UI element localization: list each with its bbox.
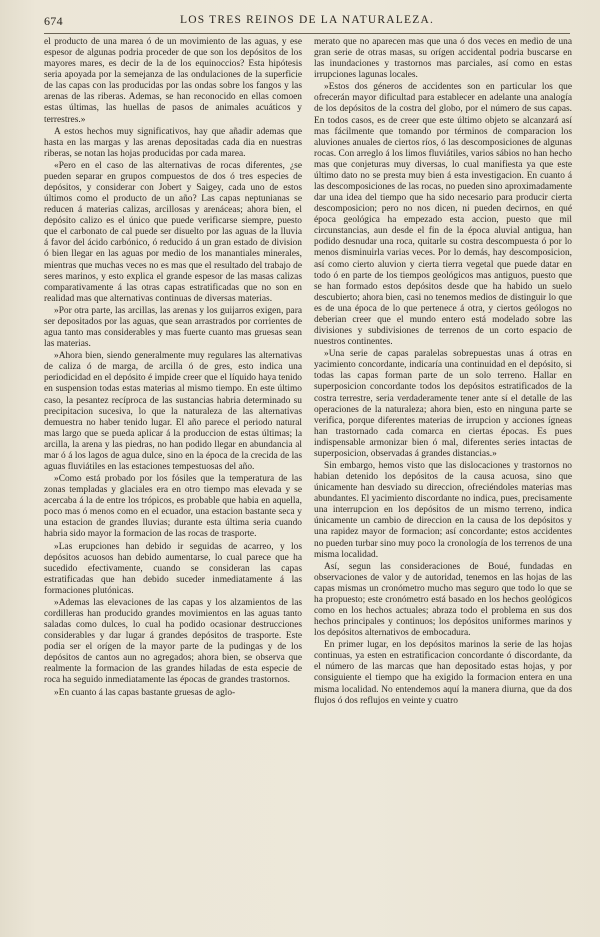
left-column xyxy=(44,37,302,923)
paragraph: »Por otra parte, las arcillas, las arenas y los guijarros exigen, para ser depositados por las aguas, que sean arrastrados por corrientes de agua tanto mas considerables y mas fuerte cuanto mas gruesas sean las materias. xyxy=(44,305,302,350)
paragraph: »En cuanto á las capas bastante gruesas de aglo- xyxy=(54,687,236,698)
text-columns xyxy=(44,37,572,923)
running-title: LOS TRES REINOS DE LA NATURALEZA. xyxy=(179,14,435,26)
paragraph: »Estos dos géneros de accidentes son en particular los que ofrecerán mayor dificultad para establecer en adelante una analogía de los depósitos de la costra del globo, por el número de sus capas. En todos casos, es de creer que este último objeto se alcanzará así mas fácilmente que tomando por términos de comparacion los aluviones anuales de ciertos ríos, ó las descomposiciones de algunas rocas. Con arreglo á los limos fluviátiles, varios sábios no han hecho mas que conjeturas muy diversas, lo cual manifiesta ya que este último dato no se presta muy bien á esta investigacion. En cuanto á las descomposiciones de las rocas, no pueden sino aproximadamente dar una idea del tiempo que ha sido necesario para producir cierta descomposicion; pero no nos dicen, ni pueden decirnos, en qué época geológica ha empezado esta accion, puesto que mil circunstancias, aun desde el fin de la época aluvial antigua, han podido desnudar una roca, quitarle su costra descompuesta ó por lo menos disminuirla varias veces. Por lo demás, hay descomposicion, así como cierto aluvion y cierta tierra vegetal que puede datar en todo ó en parte de los tiempos geológicos mas antiguos, puesto que se han formado estos depósitos desde que ha habido un suelo descubierto; ahora bien, casi no tenemos medios de distinguir lo que es de una época de lo que pertenece á otra, y ciertos geólogos no deberian creer que el mundo entero está modelado sobre las divisiones y subdivisiones de terrenos de un corto espacio de nuestros continentes. xyxy=(314,82,572,348)
paragraph: »Una serie de capas paralelas sobrepuestas unas á otras en yacimiento concordante, indicaría una continuidad en el depósito, si todas las capas forman parte de un solo terreno. Hallar en superposicion concordante todos los depósitos estratificados de la costra terrestre, seria verdaderamente tener ante sí el detalle de las operaciones de la naturaleza; ahora bien, esto en ninguna parte se verifica, porque diferentes materias de irrupcion y acciones ígneas han trastornado cada comarca en ciertas épocas. Es pues indispensable armonizar bien ó mal, diferentes series intactas de superposicion, observadas á grandes distancias.» xyxy=(314,349,572,459)
paragraph: »Las erupciones han debido ir seguidas de acarreo, y los depósitos acuosos han debido aumentarse, lo cual parece que ha sucedido efectivamente, cuando se consideran las capas estratificadas que han debido suceder inmediatamente á las formaciones plutónicas. xyxy=(44,541,302,596)
paragraph: »Ahora bien, siendo generalmente muy regulares las alternativas de caliza ó de marga, de arcilla ó de gres, esto indica una periodicidad en el depósito é impide creer que el líquido haya tenido en suspension todas estas materias al mismo tiempo. En este último caso, la pesantez recíproca de las sustancias habria determinado su precipitacion sucesiva, lo que la naturaleza de las alternativas demuestra no haber tenido lugar. El año parece el periodo natural mas largo que se pueda aplicar á la produccion de estas últimas; la arcilla, la arena y las piedras, no han podido llegar en abundancia al mar ó á los lagos de agua dulce, sino en la época de la crecida de las aguas fluviátiles en las estaciones tempestuosas del año. xyxy=(44,351,302,472)
right-column xyxy=(314,37,572,923)
paragraph: »Ademas las elevaciones de las capas y los alzamientos de las cordilleras han producido grandes movimientos en las aguas tanto saladas como dulces, lo cual ha podido ocasionar destrucciones considerables y dar lugar á grandes depósitos de trasporte. Este podia ser el orígen de la mayor parte de la pudingas y de los depósitos de cantos aun no agregados; ahora bien, se observa que realmente la formacion de las grandes hiladas de esta especie de roca ha seguido inmediatamente las épocas de grandes trastornos. xyxy=(44,597,302,686)
paragraph: Así, segun las consideraciones de Boué, fundadas en observaciones de valor y de autoridad, tenemos en las hojas de las capas mismas un cronómetro mucho mas seguro que todo lo que se ha propuesto; este cronómetro está basado en los hechos geológicos como en los hechos actuales; abraza todo el problema en sus dos hechos principales y continuos; los depósitos uniformes marinos y los depósitos alternativos de embocadura. xyxy=(314,561,572,639)
page-header xyxy=(44,14,570,32)
paragraph: En primer lugar, en los depósitos marinos la serie de las hojas continuas, ya esten en estratificacion concordante ó discordante, da el número de las marcas que han depositado estas hojas, y por consiguiente el tiempo que ha exigido la formacion entera en una misma localidad. No entendemos aquí la manera diurna, que da dos flujos ó dos reflujos en veinte y cuatro xyxy=(314,640,572,706)
paragraph: «Pero en el caso de las alternativas de rocas diferentes, ¿se pueden separar en grupos compuestos de dos ó tres especies de depósitos, y considerar con Jobert y Saigey, cada uno de estos últimos como el producto de un año? Las capas neptunianas se reducen á materias calizas, arcillosas y arenáceas; ahora bien, el depósito calizo es el único que puede verificarse siempre, puesto que el carbonato de cal puede ser disuelto por las aguas de la lluvia á favor del ácido carbónico, ó reducido á un gran estado de division ó bien llegar en las aguas por medio de los manantiales minerales, mientras que muchas veces no es mas que el resultado del trabajo de seres marinos, y esto explica el grande espesor de las masas calizas comparativamente á las otras capas estratificadas que no son en realidad mas que alternativas continuas de diversas materias. xyxy=(44,160,302,304)
paragraph: merato que no aparecen mas que una ó dos veces en medio de una gran serie de otras masas, su orígen accidental podria buscarse en las inundaciones y trastornos mas parciales, así como en estas irrupciones lagunas locales. xyxy=(314,37,572,81)
paragraph: Sin embargo, hemos visto que las dislocaciones y trastornos no habian detenido los depósitos de la causa acuosa, sino que únicamente han desviado su direccion, ofreciéndoles materias mas abundantes. El yacimiento discordante no indica, pues, precisamente una interrupcion en los depósitos de un mismo terreno, indica únicamente un cambio de direccion en la causa de los depósitos y una rapidez mayor de formacion; así concordante; estos accidentes no pueden turbar sino muy poco la cronología de los terrenos de una misma localidad. xyxy=(314,460,572,560)
paragraph: A estos hechos muy significativos, hay que añadir ademas que hasta en las margas y las arenas depositadas cada dia en nuestras riberas, se notan las hojas producidas por cada marea. xyxy=(44,126,302,159)
paragraph: »Como está probado por los fósiles que la temperatura de las zonas templadas y glaciales era en otro tiempo mas elevada y se acercaba á la de entre los trópicos, es probable que habia en aquella, poco mas ó menos como en el ecuador, una estacion bastante seca y una estacion de grandes lluvias; durante esta última seria cuando habria sido mayor la formacion de las rocas de trasporte. xyxy=(44,474,302,540)
page-number: 674 xyxy=(44,14,63,28)
paragraph: el producto de una marea ó de un movimiento de las aguas, y ese espesor de algunas podria proceder de que son los depósitos de los mayores mares, es decir de la de los equinoccios? Esta hipótesis seria apoyada por la semejanza de las ondulaciones de la superficie de las capas con las producidas por las ondas sobre los fangos y las arenas de las riberas. Ademas, se han reconocido en ellas comoen estas últimas, las huellas de pasos de animales acuáticos y terrestres.» xyxy=(44,37,302,125)
header-rule xyxy=(44,33,570,34)
